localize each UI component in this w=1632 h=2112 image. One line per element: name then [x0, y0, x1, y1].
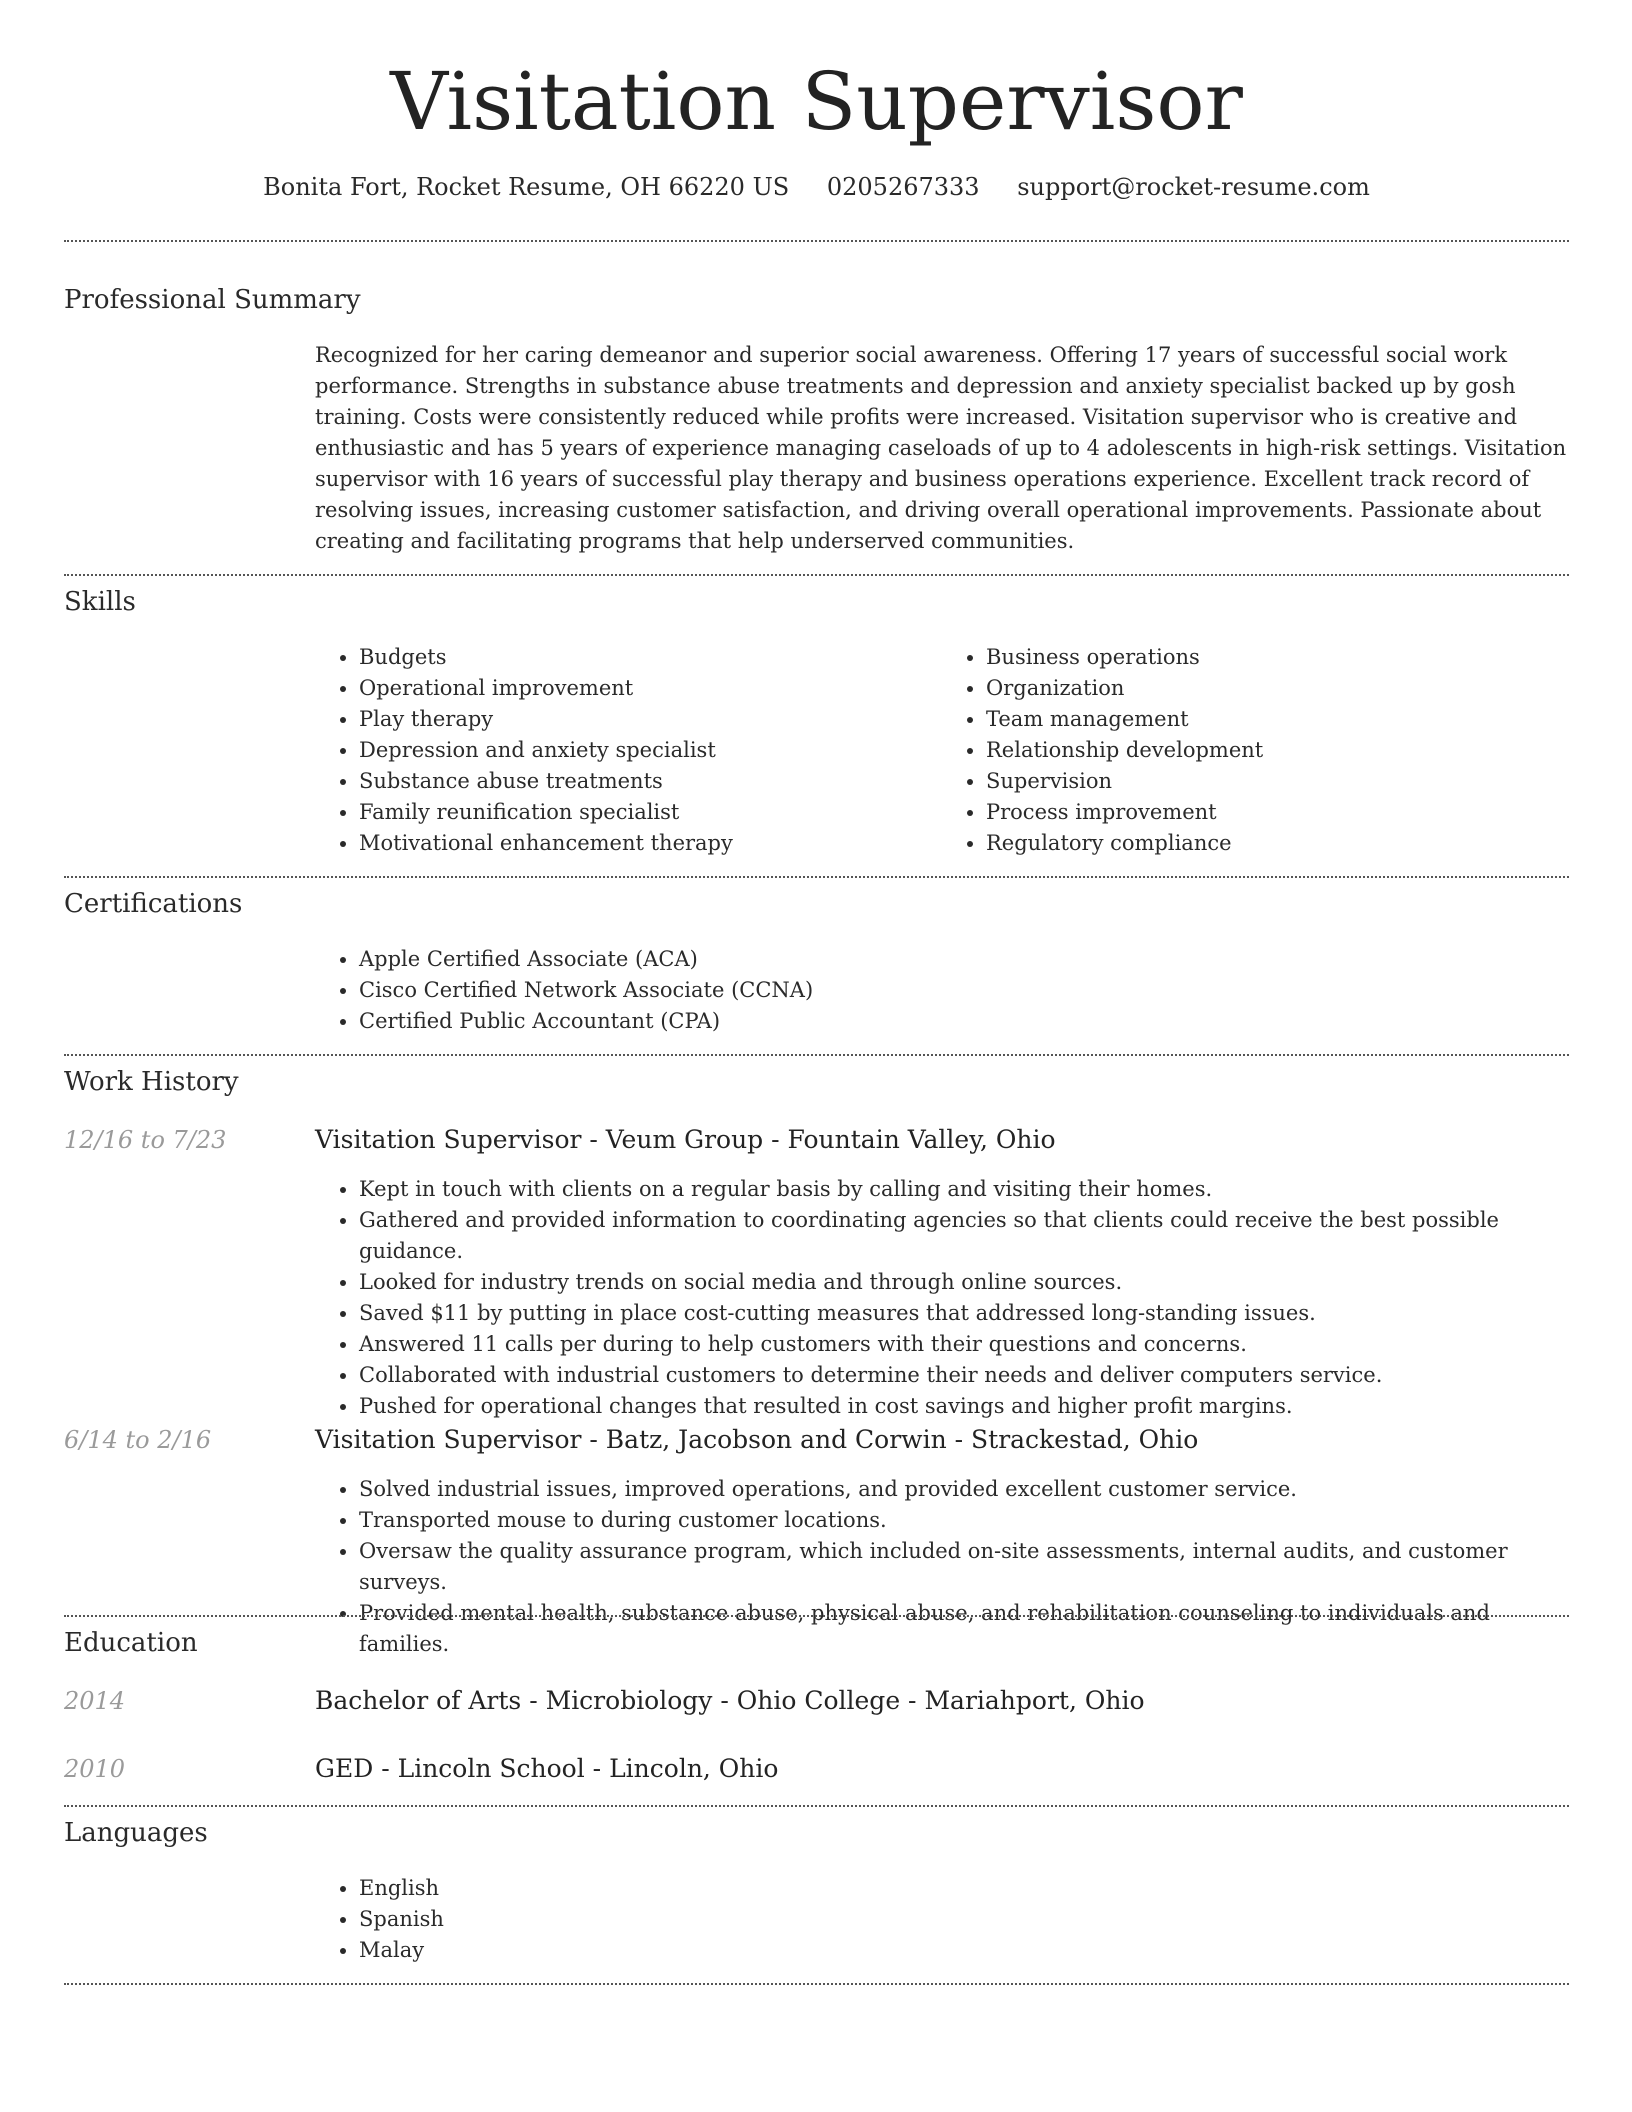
job-bullet: • Kept in touch with clients on a regular basis by calling and visiting their homes.: [359, 1174, 1569, 1205]
contact-email: support@rocket-resume.com: [1017, 173, 1370, 201]
job-bullet: • Collaborated with industrial customers to determine their needs and deliver computers service.: [359, 1360, 1569, 1391]
resume-page: [64, 0, 1569, 1962]
summary-text: Recognized for her caring demeanor and superior social awareness. Offering 17 years of successful social work performance. Strengths in substance abuse treatments and depression and anxiety specialist backed up by gosh training. Costs were consistently reduced while profits were increased. Visitation supervisor who is creative and enthusiastic and has 5 years of experience managing caseloads of up to 4 adolescents in high-risk settings. Visitation supervisor with 16 years of successful play therapy and business operations experience. Excellent track record of resolving issues, increasing customer satisfaction, and driving overall operational improvements. Passionate about creating and facilitating programs that help underserved communities.: [315, 343, 1567, 553]
divider: [64, 876, 1569, 878]
skills-list-right: [942, 642, 1569, 859]
section-title-education: Education: [64, 1628, 198, 1658]
certification-item: • Apple Certified Associate (ACA): [359, 944, 1569, 975]
divider: [64, 1615, 1569, 1617]
divider: [64, 1054, 1569, 1056]
job-heading: Visitation Supervisor - Batz, Jacobson and Corwin - Strackestad, Ohio: [315, 1425, 1199, 1454]
skill-item: • Substance abuse treatments: [359, 766, 942, 797]
section-title-summary: Professional Summary: [64, 285, 361, 315]
divider: [64, 1983, 1569, 1985]
education-heading: GED - Lincoln School - Lincoln, Ohio: [315, 1754, 779, 1783]
divider: [64, 1805, 1569, 1807]
education-year: 2014: [64, 1687, 126, 1715]
job-bullet: • Oversaw the quality assurance program, which included on-site assessments, internal audits, and customer surveys.: [359, 1536, 1569, 1598]
skills-block: [315, 642, 1569, 859]
job-bullet-list: [315, 1174, 1569, 1422]
job-bullet: • Gathered and provided information to coordinating agencies so that clients could receive the best possible guidance.: [359, 1205, 1569, 1267]
skill-item: • Relationship development: [986, 735, 1569, 766]
job-bullet: • Looked for industry trends on social media and through online sources.: [359, 1267, 1569, 1298]
summary-block: [315, 340, 1569, 557]
skill-item: • Supervision: [986, 766, 1569, 797]
section-title-languages: Languages: [64, 1818, 208, 1848]
skill-item: • Business operations: [986, 642, 1569, 673]
language-item: • English: [359, 1873, 1569, 1904]
divider: [64, 574, 1569, 576]
education-year: 2010: [64, 1755, 126, 1783]
skills-list-left: [315, 642, 942, 859]
certifications-list: [315, 944, 1569, 1037]
certifications-block: [315, 944, 1569, 1037]
job-bullet: • Transported mouse to during customer locations.: [359, 1505, 1569, 1536]
contact-line: [64, 170, 1569, 204]
certification-item: • Cisco Certified Network Associate (CCNA): [359, 975, 1569, 1006]
language-item: • Malay: [359, 1935, 1569, 1966]
job-bullet: • Provided mental health, substance abuse, physical abuse, and rehabilitation counseling to individuals and families.: [359, 1598, 1569, 1660]
job-bullet: • Answered 11 calls per during to help customers with their questions and concerns.: [359, 1329, 1569, 1360]
education-heading: Bachelor of Arts - Microbiology - Ohio College - Mariahport, Ohio: [315, 1686, 1145, 1715]
job-bullet: • Pushed for operational changes that resulted in cost savings and higher profit margins.: [359, 1391, 1569, 1422]
languages-list: [315, 1873, 1569, 1966]
job-bullet-list: [315, 1474, 1569, 1660]
job-bullets-block: [315, 1474, 1569, 1660]
skill-item: • Organization: [986, 673, 1569, 704]
contact-phone: 0205267333: [826, 173, 980, 201]
divider: [64, 240, 1569, 242]
skill-item: • Depression and anxiety specialist: [359, 735, 942, 766]
language-item: • Spanish: [359, 1904, 1569, 1935]
candidate-name: Visitation Supervisor: [390, 55, 1243, 148]
skill-item: • Budgets: [359, 642, 942, 673]
skill-item: • Regulatory compliance: [986, 828, 1569, 859]
job-heading: Visitation Supervisor - Veum Group - Fountain Valley, Ohio: [315, 1125, 1056, 1154]
skill-item: • Family reunification specialist: [359, 797, 942, 828]
job-dates: 12/16 to 7/23: [64, 1126, 227, 1154]
section-title-certifications: Certifications: [64, 889, 243, 919]
languages-block: [315, 1873, 1569, 1966]
job-bullet: • Saved $11 by putting in place cost-cutting measures that addressed long-standing issues.: [359, 1298, 1569, 1329]
job-bullet: • Solved industrial issues, improved operations, and provided excellent customer service.: [359, 1474, 1569, 1505]
job-bullets-block: [315, 1174, 1569, 1422]
skill-item: • Team management: [986, 704, 1569, 735]
skill-item: • Play therapy: [359, 704, 942, 735]
skill-item: • Process improvement: [986, 797, 1569, 828]
section-title-work-history: Work History: [64, 1067, 239, 1097]
section-title-skills: Skills: [64, 587, 136, 617]
certification-item: • Certified Public Accountant (CPA): [359, 1006, 1569, 1037]
skill-item: • Operational improvement: [359, 673, 942, 704]
skill-item: • Motivational enhancement therapy: [359, 828, 942, 859]
contact-address: Bonita Fort, Rocket Resume, OH 66220 US: [263, 173, 790, 201]
job-dates: 6/14 to 2/16: [64, 1426, 212, 1454]
